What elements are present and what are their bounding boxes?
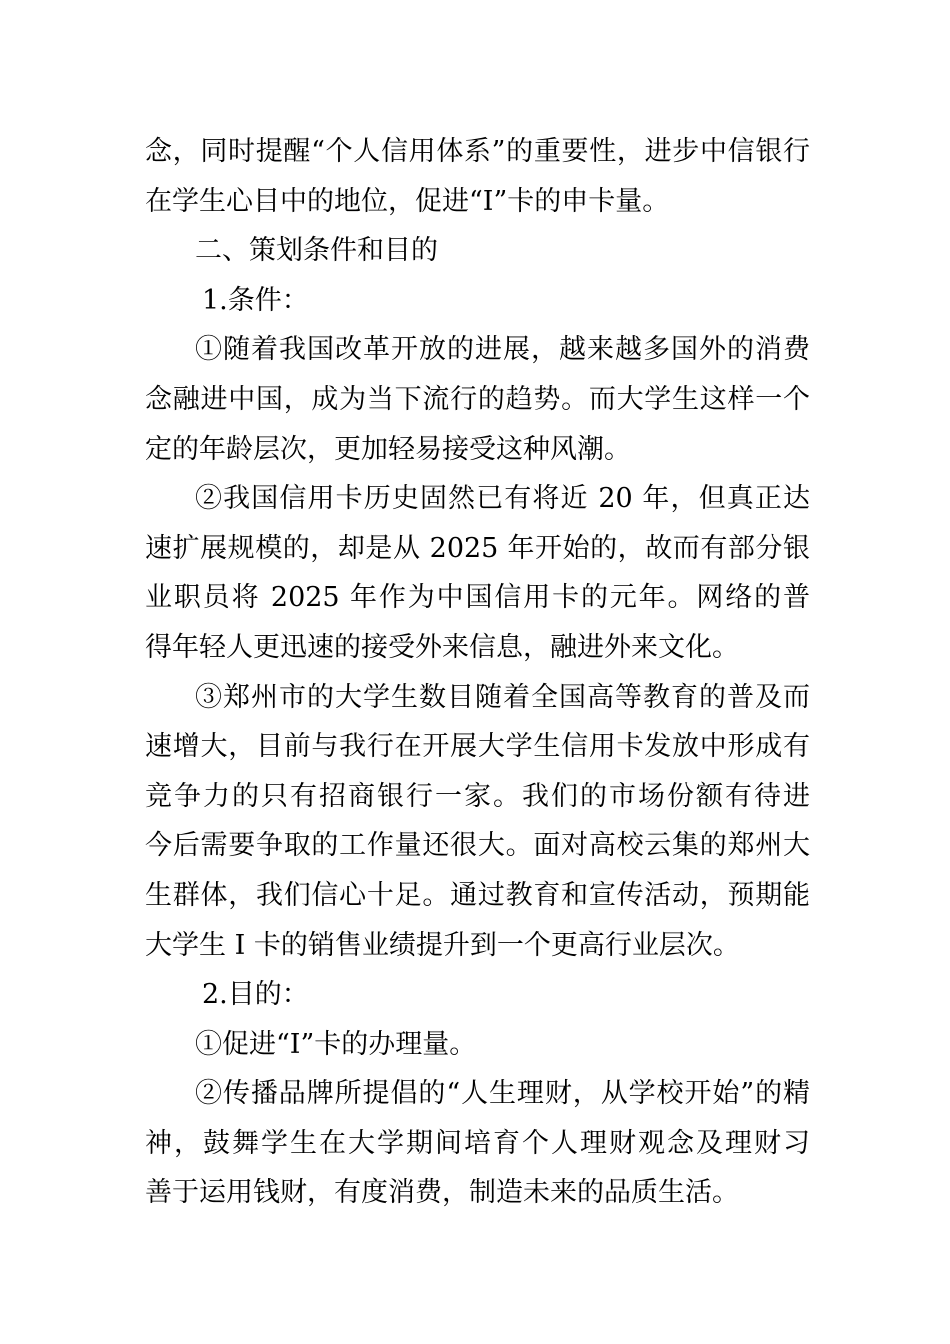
- text-line-17: 大学生 I 卡的销售业绩提升到一个更高行业层次。: [145, 929, 740, 961]
- text-line-8: ②我国信用卡历史固然已有将近 20 年，但真正达: [195, 483, 810, 515]
- text-line-22: 善于运用钱财，有度消费，制造未来的品质生活。: [145, 1177, 739, 1209]
- text-line-6: 念融进中国，成为当下流行的趋势。而大学生这样一个: [145, 383, 810, 415]
- text-line-20: ②传播品牌所提倡的“人生理财，从学校开始”的精: [195, 1078, 810, 1110]
- text-line-11: 得年轻人更迅速的接受外来信息，融进外来文化。: [145, 631, 739, 663]
- subsection-heading-goals: 2.目的：: [202, 979, 309, 1011]
- text-line-5: ①随着我国改革开放的进展，越来越多国外的消费: [195, 334, 810, 366]
- text-line-1: 念，同时提醒“个人信用体系”的重要性，进步中信银行: [145, 136, 810, 167]
- text-line-2: 在学生心目中的地位，促进“I”卡的申卡量。: [145, 185, 670, 217]
- body-text: [145, 127, 810, 1218]
- text-line-21: 神，鼓舞学生在大学期间培育个人理财观念及理财习: [145, 1127, 810, 1159]
- text-line-13: 速增大，目前与我行在开展大学生信用卡发放中形成有: [145, 731, 810, 763]
- text-line-14: 竞争力的只有招商银行一家。我们的市场份额有待进: [145, 780, 810, 812]
- text-line-19: ①促进“I”卡的办理量。: [195, 1028, 477, 1060]
- text-line-9: 速扩展规模的，却是从 2025 年开始的，故而有部分银: [145, 532, 810, 564]
- text-line-12: ③郑州市的大学生数目随着全国高等教育的普及而: [195, 681, 810, 713]
- section-heading: 二、策划条件和目的: [195, 235, 438, 267]
- text-line-16: 生群体，我们信心十足。通过教育和宣传活动，预期能: [145, 879, 810, 911]
- text-line-15: 今后需要争取的工作量还很大。面对高校云集的郑州大: [145, 830, 810, 862]
- subsection-heading-conditions: 1.条件：: [202, 284, 309, 316]
- text-line-10: 业职员将 2025 年作为中国信用卡的元年。网络的普: [145, 582, 810, 614]
- text-line-7: 定的年龄层次，更加轻易接受这种风潮。: [145, 433, 631, 465]
